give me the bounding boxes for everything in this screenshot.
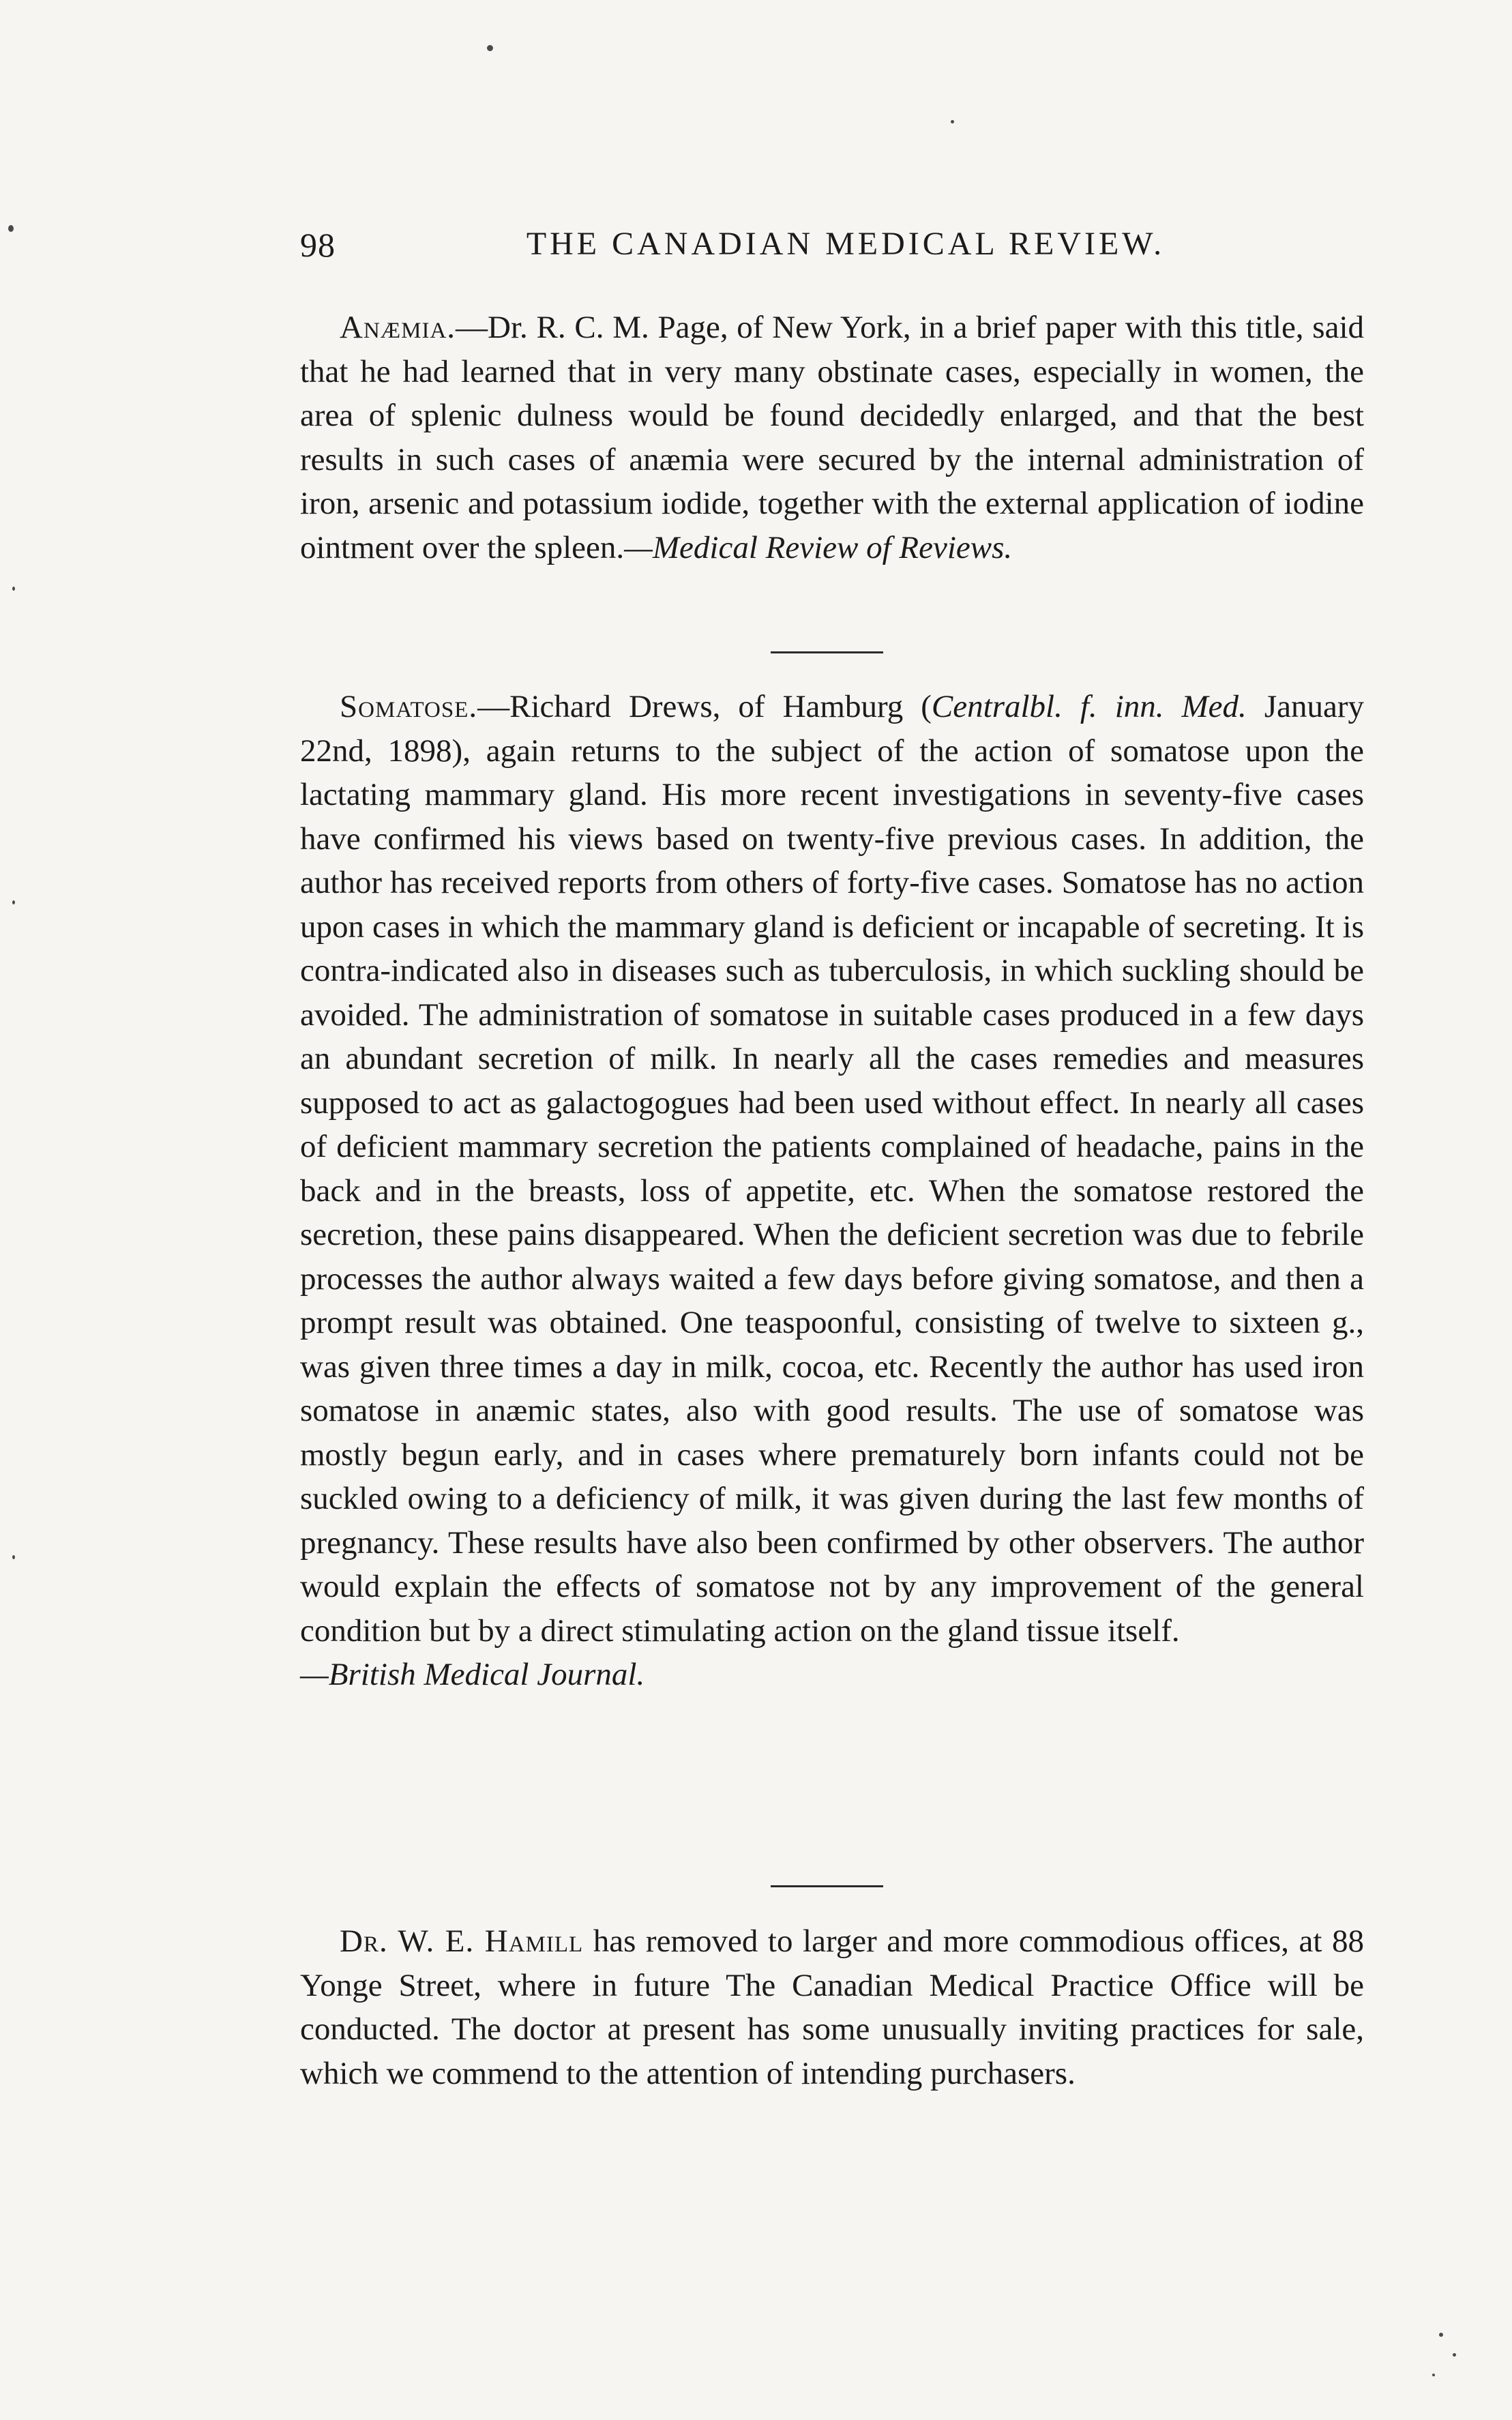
article-body-intro: —Richard Drews, of Hamburg ( xyxy=(477,689,932,724)
scan-speck xyxy=(12,1555,15,1559)
scan-speck xyxy=(12,900,15,904)
section-divider xyxy=(771,651,883,653)
article-paragraph xyxy=(300,685,1364,1697)
scan-speck xyxy=(951,120,954,123)
article-body: January 22nd, 1898), again returns to the subject of the action of somatose upon the lactating mammary gland. His more recent investigations in seventy-five cases have confirmed his views based on twenty-five previous cases. In addition, the author has received reports from others of forty-five cases. Somatose has no action upon cases in which the mammary gland is deficient or incapable of secreting. It is contra-indicated also in diseases such as tuberculosis, in which suckling should be avoided. The administration of somatose in suitable cases produced in a few days an abundant secretion of milk. In nearly all the cases remedies and measures supposed to act as galactogogues had been used without effect. In nearly all cases of deficient mammary secretion the patients complained of headache, pains in the back and in the breasts, loss of appetite, etc. When the somatose restored the secretion, these pains disappeared. When the deficient secretion was due to febrile processes the author always waited a few days before giving somatose, and then a prompt result was obtained. One teaspoonful, consisting of twelve to sixteen g., was given three times a day in milk, cocoa, etc. Recently the author has used iron somatose in anæmic states, also with good results. The use of somatose was mostly begun early, and in cases where prematurely born infants could not be suckled owing to a deficiency of milk, it was given during the last few months of pregnancy. These results have also been confirmed by other observers. The author would explain the effects of somatose not by any improvement of the general condition but by a direct stimulating action on the gland tissue itself. xyxy=(300,689,1364,1649)
article-citation: Centralbl. f. inn. Med. xyxy=(931,689,1247,724)
article-source: —British Medical Journal. xyxy=(300,1657,645,1692)
section-divider xyxy=(771,1885,883,1887)
article-hamill xyxy=(300,1919,1364,2095)
scan-speck xyxy=(1439,2333,1443,2337)
scan-speck xyxy=(1432,2374,1435,2376)
article-paragraph xyxy=(300,1919,1364,2095)
article-anaemia xyxy=(300,306,1364,570)
scan-speck xyxy=(12,587,15,591)
article-source: —Medical Review of Reviews. xyxy=(624,529,1013,565)
article-body: has removed to larger and more commodious offices, at 88 Yonge Street, where in future The Canadian Medical Practice Office will be conducted. The doctor at present has some unusually inviting practices for sale, which we commend to the attention of intending purchasers. xyxy=(300,1923,1365,2091)
scan-speck xyxy=(1453,2353,1456,2357)
scan-speck xyxy=(8,225,14,232)
article-paragraph xyxy=(300,306,1364,570)
article-body: —Dr. R. C. M. Page, of New York, in a brief paper with this title, said that he had learned that in very many obstinate cases, especially in women, the area of splenic dulness would be found decidedly enlarged, and that the best results in such cases of anæmia were secured by the internal administration of iron, arsenic and potassium iodide, together with the external application of iodine ointment over the spleen. xyxy=(300,310,1364,565)
scan-speck xyxy=(487,45,493,51)
running-title: THE CANADIAN MEDICAL REVIEW. xyxy=(526,226,1166,262)
article-lead: Somatose. xyxy=(340,689,478,724)
article-lead: Dr. W. E. Hamill xyxy=(340,1923,584,1959)
page-number: 98 xyxy=(300,226,336,264)
article-somatose xyxy=(300,685,1364,1697)
page-header xyxy=(300,225,1364,280)
article-lead: Anæmia. xyxy=(340,310,456,345)
